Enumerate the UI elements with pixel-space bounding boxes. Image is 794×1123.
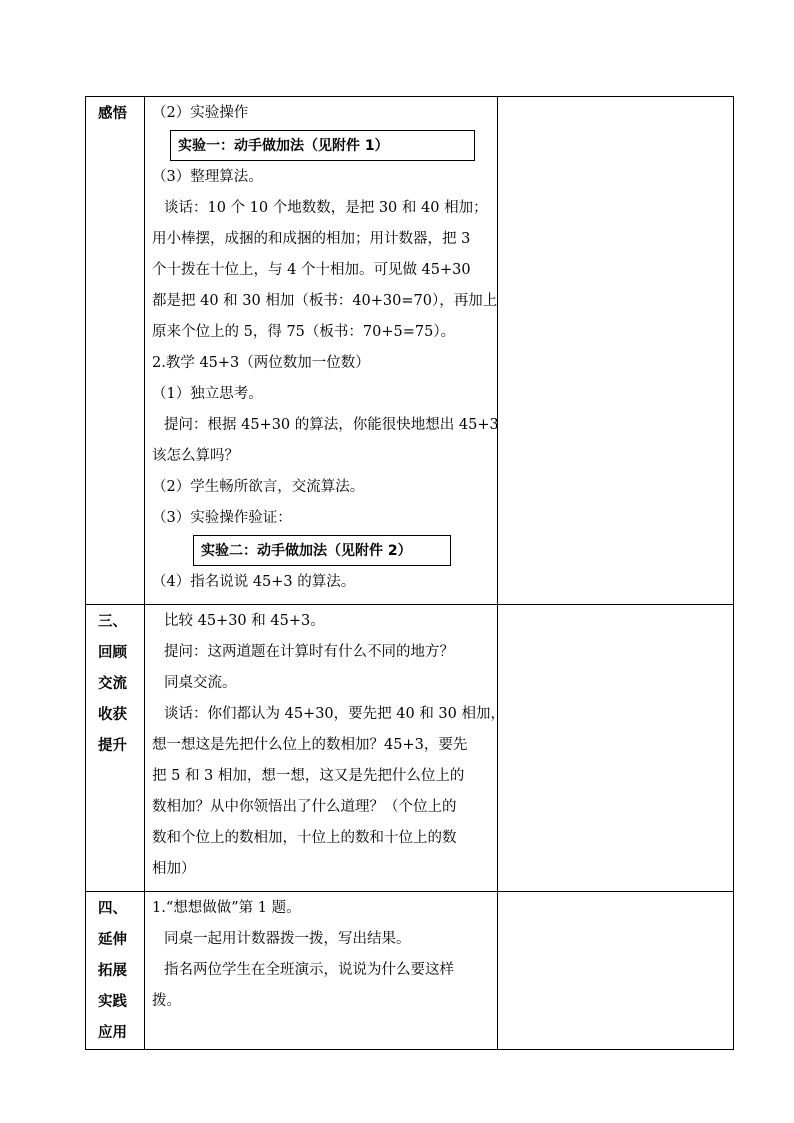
content-line: 拨。	[152, 993, 181, 1009]
content-line: 比较 45+30 和 45+3。	[164, 613, 325, 629]
content-line: 同桌一起用计数器拨一拨，写出结果。	[164, 931, 411, 947]
content-line: （3）实验操作验证：	[152, 510, 292, 526]
section-label: 拓展	[98, 963, 127, 979]
content-line: 个十拨在十位上，与 4 个十相加。可见做 45+30	[152, 262, 471, 278]
content-line: （2）学生畅所欲言，交流算法。	[152, 479, 365, 495]
content-line: 1.“想想做做”第 1 题。	[152, 900, 301, 916]
notes-cell	[498, 892, 734, 1050]
lesson-plan-table	[85, 96, 734, 1050]
experiment-box: 实验二：动手做加法（见附件 2）	[193, 535, 451, 566]
content-line: 原来个位上的 5，得 75（板书：70+5=75）。	[152, 324, 456, 340]
content-line: 谈话：你们都认为 45+30，要先把 40 和 30 相加，	[164, 706, 505, 722]
section-label: 收获	[98, 707, 127, 723]
section-label-cell	[86, 97, 145, 605]
content-line: （1）独立思考。	[152, 386, 263, 402]
section-label-cell	[86, 605, 145, 892]
content-line: 相加）	[152, 861, 196, 877]
content-line: （4）指名说说 45+3 的算法。	[152, 574, 356, 590]
content-line: 该怎么算吗？	[152, 448, 239, 464]
content-line: 2.教学 45+3（两位数加一位数）	[152, 355, 370, 371]
content-line: 数和个位上的数相加，十位上的数和十位上的数	[152, 830, 457, 846]
section-label: 交流	[98, 676, 127, 692]
section-label: 感悟	[98, 106, 127, 122]
section-label-cell	[86, 892, 145, 1050]
section-label: 实践	[98, 994, 127, 1010]
content-line: 提问：根据 45+30 的算法，你能很快地想出 45+3	[164, 417, 499, 433]
content-line: 把 5 和 3 相加，想一想，这又是先把什么位上的	[152, 768, 465, 784]
content-line: 数相加？从中你领悟出了什么道理？（个位上的	[152, 799, 457, 815]
section-label: 回顾	[98, 645, 127, 661]
content-line: 用小棒摆，成捆的和成捆的相加；用计数器，把 3	[152, 231, 471, 247]
table-row	[86, 97, 734, 605]
section-label: 延伸	[98, 932, 127, 948]
content-line: 指名两位学生在全班演示，说说为什么要这样	[164, 962, 454, 978]
section-label: 提升	[98, 738, 127, 754]
section-label: 应用	[98, 1025, 127, 1041]
table-row	[86, 605, 734, 892]
content-line: （3）整理算法。	[152, 169, 263, 185]
content-line: 提问：这两道题在计算时有什么不同的地方？	[164, 644, 454, 660]
lesson-plan-page	[85, 96, 733, 1050]
content-line: 同桌交流。	[164, 675, 237, 691]
table-row	[86, 892, 734, 1050]
content-line: 都是把 40 和 30 相加（板书：40+30=70），再加上	[152, 293, 498, 309]
section-content-cell	[145, 97, 498, 605]
section-label: 三、	[98, 614, 127, 630]
section-label: 四、	[98, 901, 127, 917]
content-line: 想一想这是先把什么位上的数相加？45+3，要先	[152, 737, 468, 753]
notes-cell	[498, 97, 734, 605]
experiment-box: 实验一：动手做加法（见附件 1）	[170, 130, 475, 161]
notes-cell	[498, 605, 734, 892]
content-line: （2）实验操作	[152, 105, 249, 121]
content-line: 谈话：10 个 10 个地数数，是把 30 和 40 相加；	[164, 200, 488, 216]
section-content-cell	[145, 605, 505, 892]
section-content-cell	[145, 892, 498, 1050]
